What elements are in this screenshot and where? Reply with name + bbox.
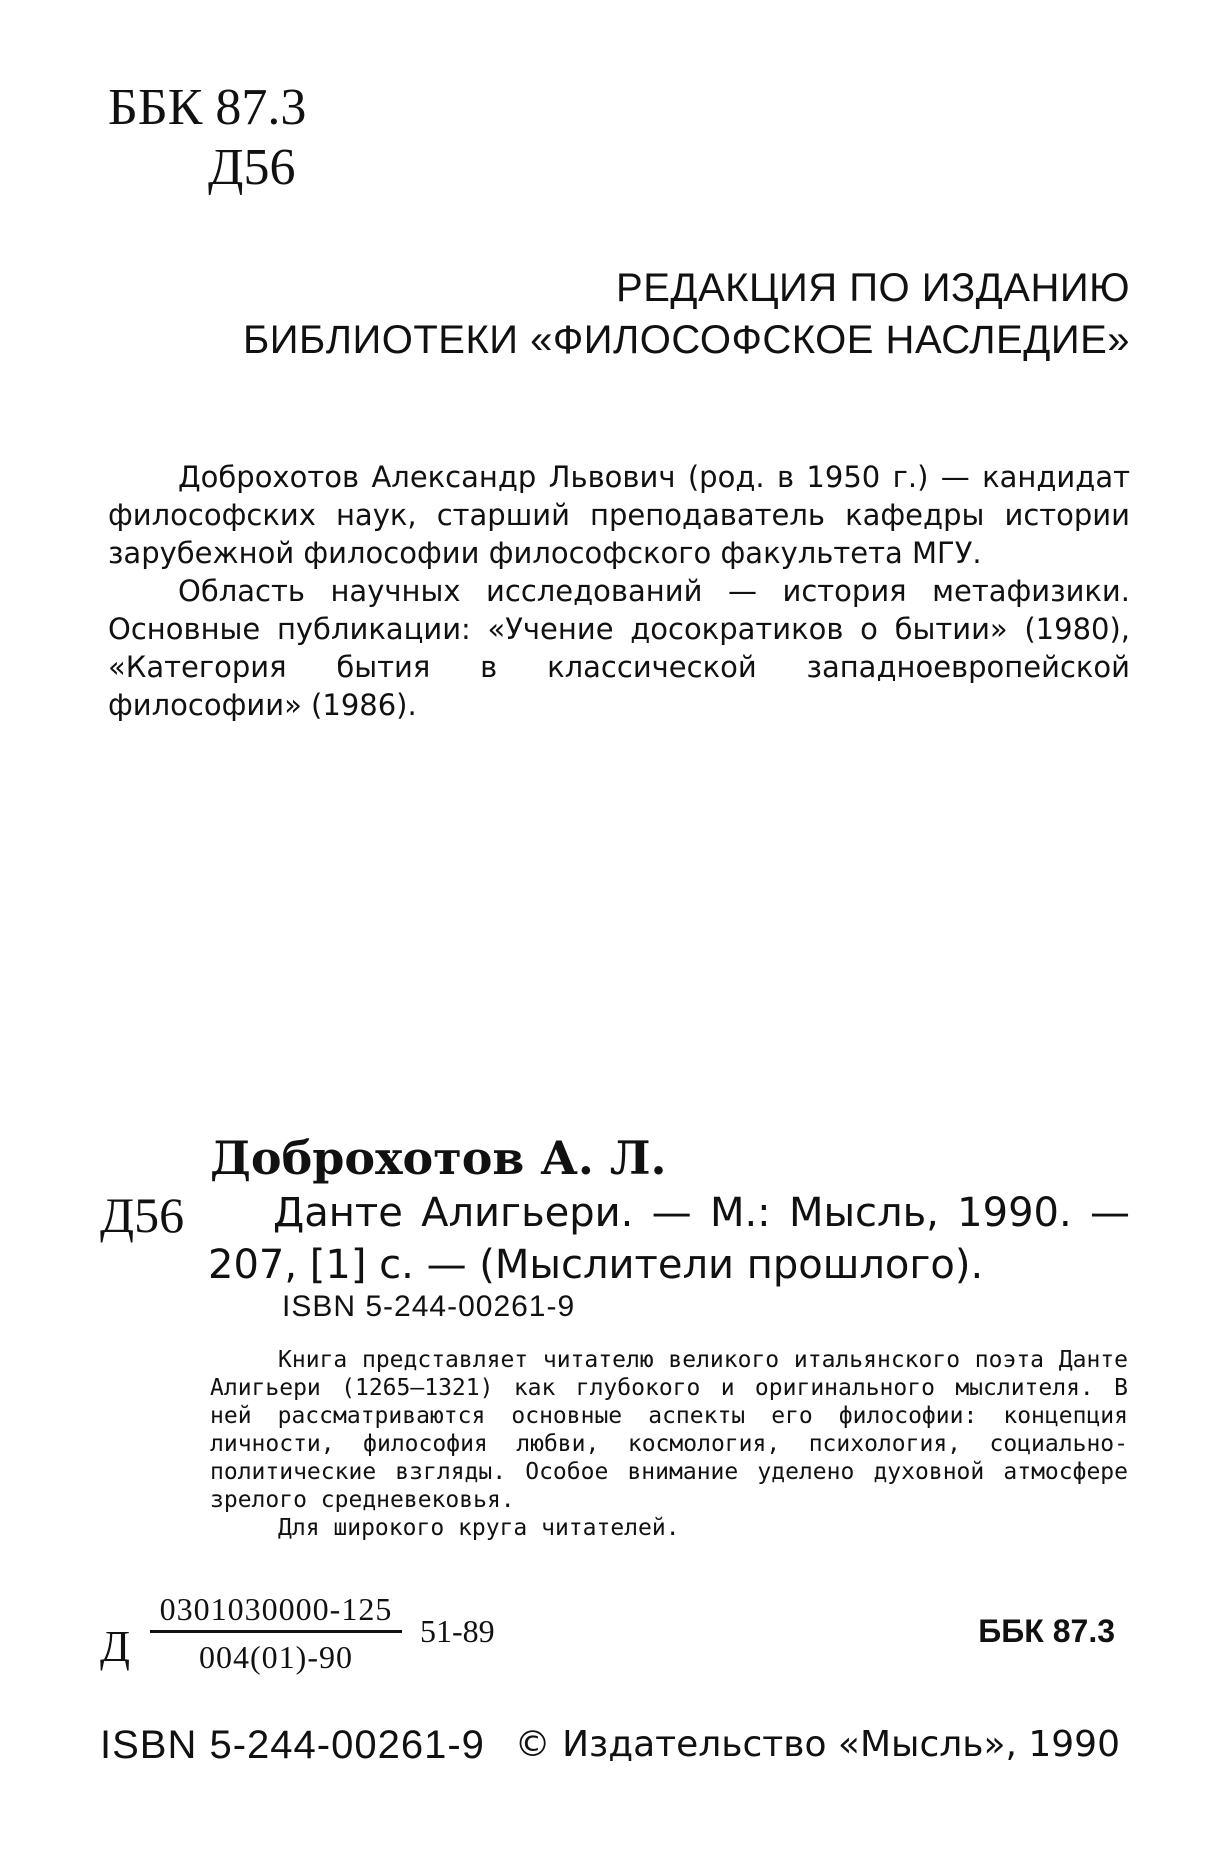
bbk-code: ББК 87.3: [108, 79, 307, 136]
bio-paragraph-1: Доброхотов Александр Львович (род. в 1950 г.) — кандидат философских наук, старший преподаватель кафедры истории зарубежной философии философского факультета МГУ.: [108, 460, 1130, 570]
catalog-title-line-1: Данте Алигьери. — М.: Мысль, 1990. —: [273, 1190, 1130, 1236]
fraction-bar: [150, 1630, 402, 1633]
footer-isbn: ISBN 5-244-00261-9: [100, 1723, 485, 1767]
fraction-denominator: 004(01)-90: [199, 1639, 353, 1675]
fraction-extra-code: 51-89: [420, 1613, 495, 1649]
bbk-code-bottom: ББК 87.3: [978, 1613, 1115, 1649]
catalog-title-line-2: 207, [1] с. — (Мыслители прошлого).: [208, 1242, 984, 1288]
bio-paragraph-2: Область научных исследований — история метафизики. Основные публикации: «Учение досократиков о бытии» (1980), «Категория бытия в классической западноевропейской философии» (1986).: [108, 574, 1130, 722]
editorial-header: [130, 262, 1130, 366]
annotation-paragraph-2: Для широкого круга читателей.: [278, 1515, 680, 1541]
catalog-title: [208, 1187, 1130, 1291]
fraction-letter: Д: [100, 1622, 131, 1671]
bbk-classification: [108, 78, 306, 198]
author-bio: [108, 458, 1130, 724]
author-mark: Д56: [208, 139, 296, 196]
annotation-paragraph-1: Книга представляет читателю великого итальянского поэта Данте Алигьери (1265—1321) как глубокого и оригинального мыслителя. В ней рассматриваются основные аспекты его философии: концепция личности, философия любви, космология, психология, социально-политические взгляды. Особое внимание уделено духовной атмосфере зрелого средневековья.: [210, 1347, 1128, 1513]
copyright-notice: © Издательство «Мысль», 1990: [514, 1724, 1120, 1765]
annotation: [210, 1346, 1128, 1542]
catalog-isbn: ISBN 5-244-00261-9: [282, 1290, 576, 1323]
fraction-numerator: 0301030000-125: [159, 1591, 393, 1627]
editorial-line-1: РЕДАКЦИЯ ПО ИЗДАНИЮ: [616, 266, 1130, 310]
editorial-line-2: БИБЛИОТЕКИ «ФИЛОСОФСКОЕ НАСЛЕДИЕ»: [242, 318, 1130, 362]
catalog-author: Доброхотов А. Л.: [210, 1131, 667, 1185]
catalog-code: Д56: [100, 1187, 185, 1243]
